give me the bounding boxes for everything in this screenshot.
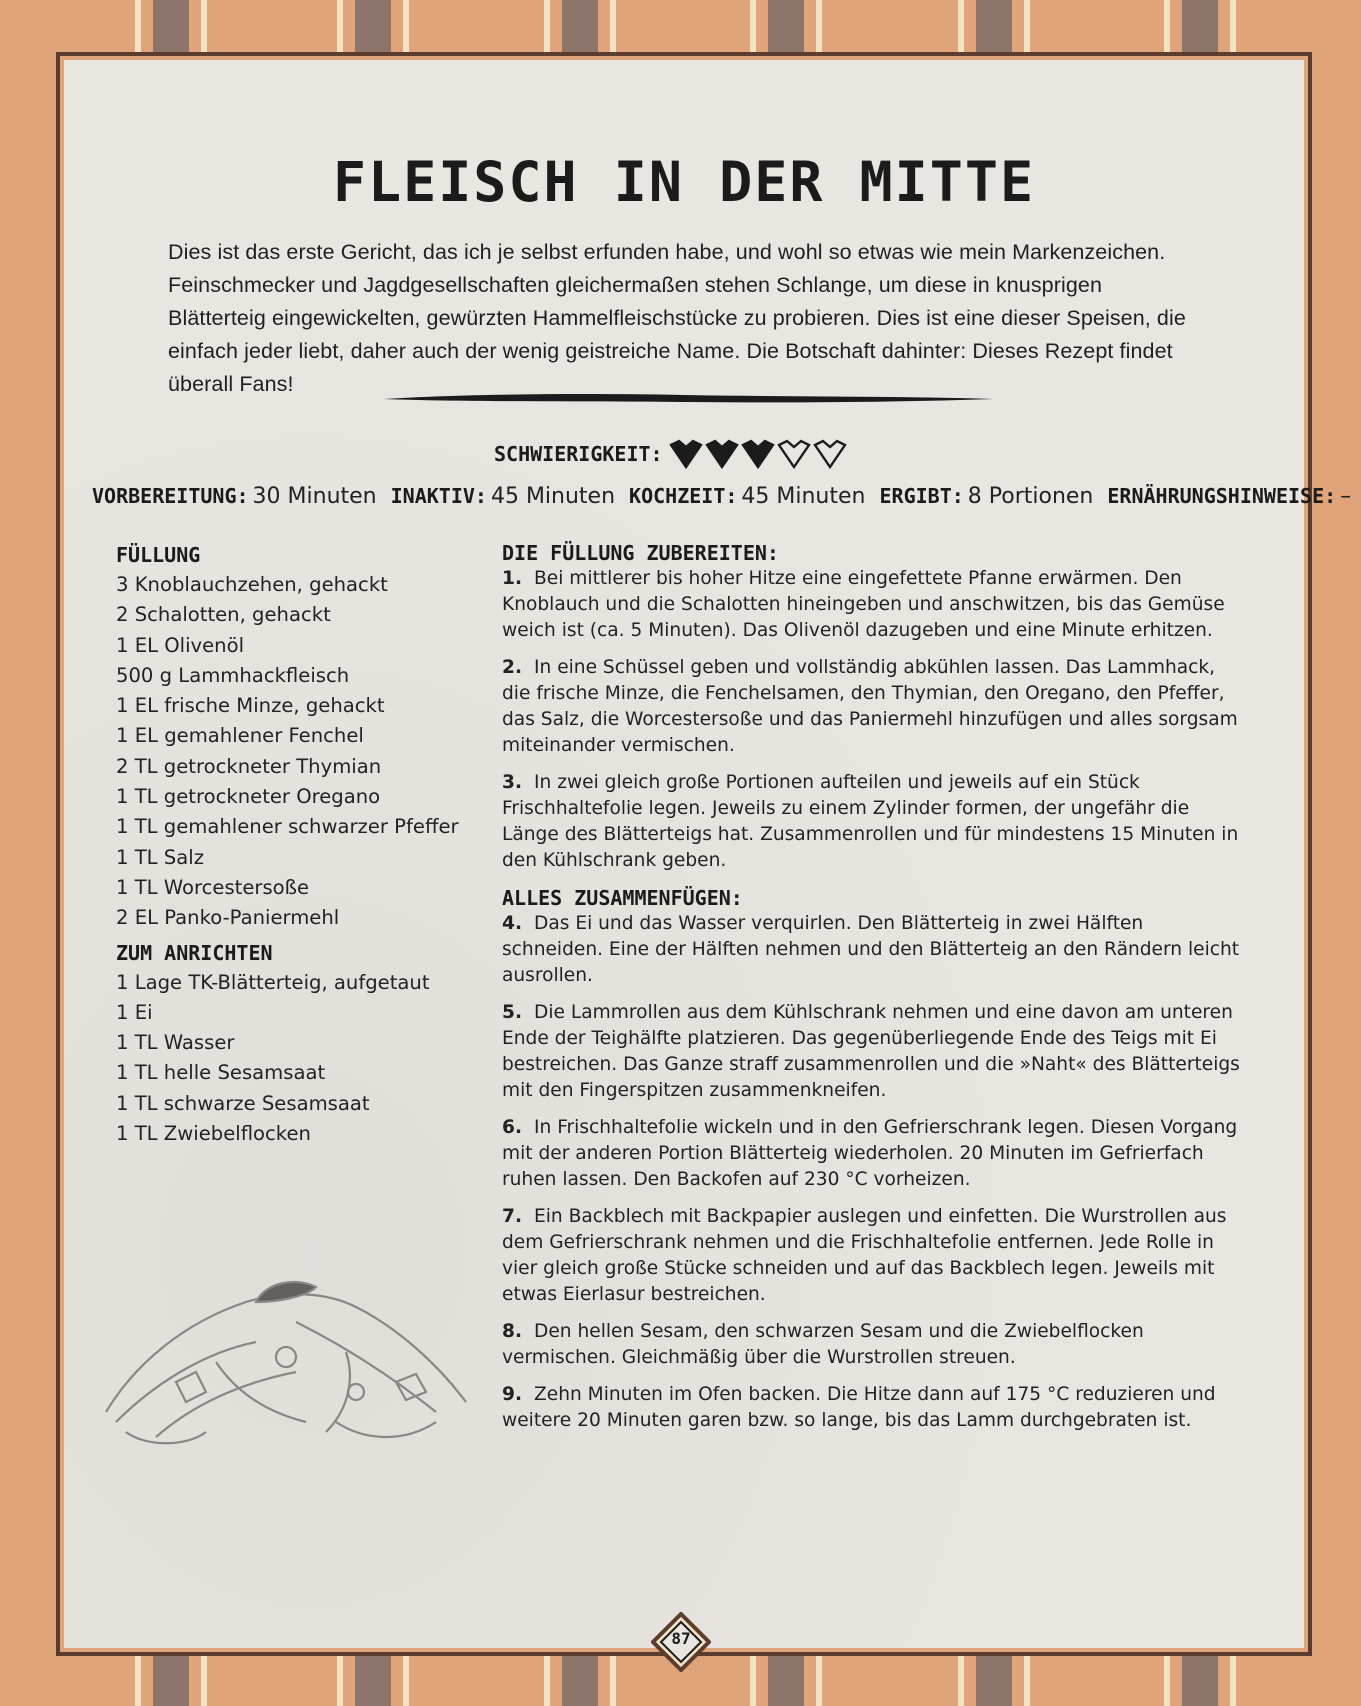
- ingredient-item: 1 TL Salz: [116, 845, 204, 869]
- page-number-badge: [651, 1612, 711, 1672]
- serving-list: [116, 968, 476, 1150]
- step-number: 8.: [502, 1321, 523, 1342]
- ingredient-item: 1 TL schwarze Sesamsaat: [116, 1091, 370, 1115]
- meta-key: ERGIBT:: [879, 484, 964, 508]
- meta-key: KOCHZEIT:: [629, 484, 738, 508]
- meta-value: 45 Minuten: [490, 484, 616, 509]
- instruction-step: [502, 770, 1240, 874]
- instruction-step: [502, 1115, 1240, 1193]
- step-text: In zwei gleich große Portionen aufteilen und jeweils auf ein Stück Frischhaltefolie legen. Jeweils zu einem Zylinder formen, der ungefähr die Länge des Blätterteigs hat. Zusammenrollen und für mindestens 15 Minuten in den Kühlschrank geben.: [502, 772, 1239, 871]
- step-number: 2.: [502, 657, 523, 678]
- meta-key: VORBEREITUNG:: [92, 484, 249, 508]
- step-text: In eine Schüssel geben und vollständig abkühlen lassen. Das Lammhack, die frische Minze, die Fenchelsamen, den Thymian, den Oregano, den Pfeffer, das Salz, die Worcestersoße und das Paniermehl hinzufügen und alles sorgsam miteinander vermischen.: [502, 657, 1238, 756]
- serving-title: ZUM ANRICHTEN: [116, 940, 273, 965]
- meta-value: 45 Minuten: [741, 484, 866, 509]
- page-number: 87: [671, 1629, 691, 1648]
- section-title: DIE FÜLLUNG ZUBEREITEN:: [502, 541, 779, 565]
- instruction-step: [502, 566, 1240, 644]
- recipe-intro: Dies ist das erste Gericht, das ich je selbst erfunden habe, und wohl so etwas wie mein Markenzeichen. Feinschmecker und Jagdgesellschaften gleichermaßen stehen Schlange, um diese in knusprigen Blätterteig eingewickelten, gewürzten Hammelfleischstücke zu probieren. Dies ist eine dieser Speisen, die einfach jeder liebt, daher auch der wenig geistreiche Name. Die Botschaft dahinter: Dieses Rezept findet überall Fans!: [168, 240, 1186, 396]
- step-text: Den hellen Sesam, den schwarzen Sesam und die Zwiebelflocken vermischen. Gleichmäßig über die Wurstrollen streuen.: [502, 1321, 1144, 1368]
- step-number: 3.: [502, 772, 523, 793]
- ingredient-item: 1 EL frische Minze, gehackt: [116, 694, 385, 718]
- instruction-step: [502, 1204, 1240, 1308]
- heart-filled-icon: [741, 439, 775, 469]
- step-text: In Frischhaltefolie wickeln und in den Gefrierschrank legen. Diesen Vorgang mit der anderen Portion Blätterteig wiederholen. 20 Minuten im Gefrierfach ruhen lassen. Den Backofen auf 230 °C vorheizen.: [502, 1117, 1238, 1190]
- ingredient-item: 1 Lage TK-Blätterteig, aufgetaut: [116, 970, 430, 994]
- heart-empty-icon: [777, 439, 811, 469]
- ingredient-item: 1 TL Worcestersoße: [116, 875, 310, 899]
- filling-title: FÜLLUNG: [116, 543, 201, 567]
- instruction-step: [502, 911, 1240, 989]
- step-text: Zehn Minuten im Ofen backen. Die Hitze dann auf 175 °C reduzieren und weitere 20 Minuten garen bzw. so lange, bis das Lamm durchgebraten ist.: [502, 1384, 1216, 1431]
- instruction-step: [502, 1000, 1240, 1104]
- ingredient-item: 1 EL gemahlener Fenchel: [116, 724, 364, 748]
- instruction-step: [502, 1382, 1240, 1434]
- brush-divider: [384, 391, 994, 405]
- ingredient-item: 1 EL Olivenöl: [116, 633, 245, 657]
- pastry-sketch-illustration: [96, 1262, 476, 1452]
- heart-empty-icon: [813, 439, 847, 469]
- ingredient-item: 1 Ei: [116, 1000, 153, 1024]
- ingredient-item: 2 TL getrockneter Thymian: [116, 754, 382, 778]
- step-number: 6.: [502, 1117, 523, 1138]
- difficulty-hearts: [669, 439, 847, 469]
- top-stripes: [0, 0, 1361, 52]
- step-text: Bei mittlerer bis hoher Hitze eine eingefettete Pfanne erwärmen. Den Knoblauch und die Schalotten hineingeben und anschwitzen, bis das Gemüse weich ist (ca. 5 Minuten). Das Olivenöl dazugeben und eine Minute erhitzen.: [502, 568, 1225, 641]
- ingredient-item: 1 TL gemahlener schwarzer Pfeffer: [116, 815, 459, 839]
- step-number: 5.: [502, 1002, 523, 1023]
- instruction-step: [502, 655, 1240, 759]
- difficulty-rating: [494, 437, 847, 471]
- heart-filled-icon: [669, 439, 703, 469]
- meta-value: –: [1340, 484, 1352, 509]
- ingredient-item: 2 EL Panko-Paniermehl: [116, 906, 340, 930]
- ingredient-item: 1 TL helle Sesamsaat: [116, 1061, 326, 1085]
- instruction-step: [502, 1319, 1240, 1371]
- ingredient-item: 1 TL Wasser: [116, 1031, 235, 1055]
- ingredients-column: [116, 540, 476, 1153]
- step-text: Das Ei und das Wasser verquirlen. Den Blätterteig in zwei Hälften schneiden. Eine der Hälften nehmen und den Blätterteig an den Rändern leicht ausrollen.: [502, 913, 1240, 986]
- recipe-title: FLEISCH IN DER MITTE: [332, 150, 1036, 214]
- step-text: Die Lammrollen aus dem Kühlschrank nehmen und eine davon am unteren Ende der Teighälfte platzieren. Das gegenüberliegende Ende des Teigs mit Ei bestreichen. Das Ganze straff zusammenrollen und die »Naht« des Blätterteigs mit den Fingerspitzen zusammenkneifen.: [502, 1002, 1240, 1101]
- ingredient-item: 2 Schalotten, gehackt: [116, 603, 331, 627]
- step-number: 1.: [502, 568, 523, 589]
- instructions-column: [502, 540, 1240, 1445]
- ingredient-item: 3 Knoblauchzehen, gehackt: [116, 573, 388, 596]
- meta-key: ERNÄHRUNGSHINWEISE:: [1107, 484, 1337, 508]
- meta-key: INAKTIV:: [390, 484, 487, 508]
- meta-value: 8 Portionen: [967, 484, 1094, 509]
- heart-filled-icon: [705, 439, 739, 469]
- filling-list: [116, 570, 476, 934]
- ingredient-item: 500 g Lammhackfleisch: [116, 663, 350, 687]
- step-number: 7.: [502, 1206, 523, 1227]
- meta-value: 30 Minuten: [252, 484, 377, 509]
- ingredient-item: 1 TL Zwiebelflocken: [116, 1122, 311, 1146]
- step-number: 4.: [502, 913, 523, 934]
- difficulty-label: SCHWIERIGKEIT:: [494, 442, 663, 466]
- section-title: ALLES ZUSAMMENFÜGEN:: [502, 886, 743, 910]
- step-text: Ein Backblech mit Backpapier auslegen und einfetten. Die Wurstrollen aus dem Gefrierschrank nehmen und die Frischhaltefolie entfernen. Jede Rolle in vier gleich große Stücke schneiden und auf das Backblech legen. Jeweils mit etwas Eierlasur bestreichen.: [502, 1206, 1227, 1305]
- ingredient-item: 1 TL getrockneter Oregano: [116, 785, 381, 809]
- step-number: 9.: [502, 1384, 523, 1405]
- recipe-meta: [92, 484, 1352, 509]
